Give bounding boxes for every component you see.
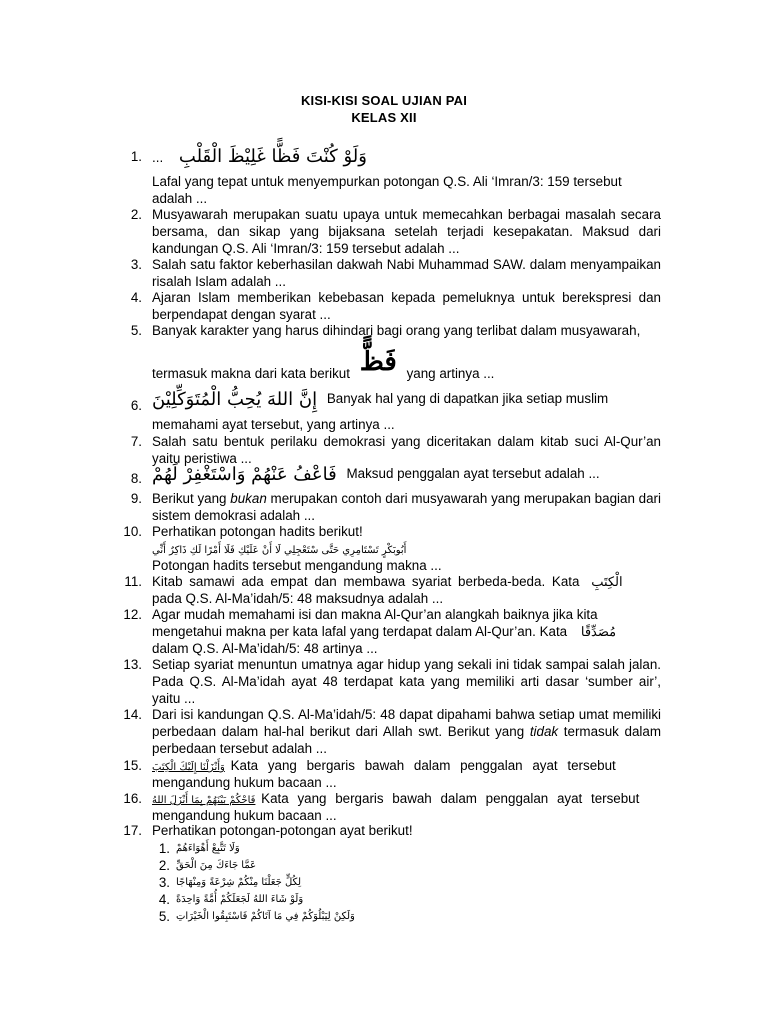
question-text: dalam Q.S. Al-Ma’idah/5: 48 artinya ...: [152, 641, 378, 656]
arabic-verse: وَلَوْ شَاءَ اللهُ لَجَعَلَكُمْ أُمَّةً وَاحِدَةً: [176, 894, 304, 905]
question-text: mengandung hukum bacaan ...: [152, 808, 337, 823]
arabic-verse: لِكُلٍّ جَعَلْنَا مِنْكُمْ شِرْعَةً وَمِنْهَاجًا: [176, 877, 302, 888]
question-text: mengetahui makna per kata lafal yang terdapat dalam Al-Qur’an. Kata: [152, 624, 568, 639]
question-number: 1.: [130, 149, 142, 164]
question-number: 14.: [123, 707, 142, 722]
question-text: yang artinya ...: [406, 366, 495, 381]
document-title: KISI-KISI SOAL UJIAN PAI: [300, 93, 468, 108]
question-text: Perhatikan potongan-potongan ayat berikut!: [152, 823, 413, 838]
item-number: 4.: [158, 892, 170, 907]
question-number: 16.: [123, 791, 142, 806]
question-text: Banyak karakter yang harus dihindari bagi orang yang terlibat dalam musyawarah,: [152, 323, 641, 338]
arabic-verse: إِنَّ اللهَ يُحِبُّ الْمُتَوَكِّلِيْنَ: [152, 389, 318, 410]
document-subtitle: KELAS XII: [351, 110, 417, 125]
text-part: Dari isi kandungan Q.S. Al-Ma’idah/5: 48 dapat dipahami bahwa setiap umat memiliki perbedaan dalam hal-hal berikut dari Allah swt. Berikut yang: [152, 707, 661, 739]
question-number: 3.: [130, 257, 142, 272]
arabic-verse: وَلَوْ كُنْتَ فَظًّا غَلِيْظَ الْقَلْبِ: [178, 146, 367, 167]
text-part: merupakan contoh dari musyawarah yang merupakan bagian dari sistem demokrasi adalah ...: [152, 491, 661, 523]
question-number: 5.: [130, 323, 142, 338]
arabic-verse: وَلَا تَتَّبِعْ أَهْوَاءَهُمْ: [176, 843, 240, 854]
italic-word: bukan: [230, 491, 267, 506]
question-number: 6.: [130, 398, 142, 413]
question-text: Ajaran Islam memberikan kebebasan kepada pemeluknya untuk berekspresi dan berpendapat dengan syarat ...: [152, 290, 661, 322]
question-text: Kata yang bergaris bawah dalam penggalan ayat tersebut: [261, 791, 640, 806]
question-text: pada Q.S. Al-Ma’idah/5: 48 maksudnya adalah ...: [152, 591, 444, 606]
question-text: Kitab samawi ada empat dan membawa syariat berbeda-beda. Kata: [152, 574, 580, 589]
item-number: 3.: [158, 875, 170, 890]
arabic-verse: عَمَّا جَاءَكَ مِنَ الْحَقِّ: [176, 860, 257, 871]
question-text: Salah satu faktor keberhasilan dakwah Nabi Muhammad SAW. dalam menyampaikan risalah Islam adalah ...: [152, 257, 661, 289]
question-number: 9.: [130, 491, 142, 506]
question-text: Banyak hal yang di dapatkan jika setiap muslim: [326, 391, 609, 406]
question-text: Perhatikan potongan hadits berikut!: [152, 524, 363, 539]
question-text: mengandung hukum bacaan ...: [152, 775, 337, 790]
question-text: Kata yang bergaris bawah dalam penggalan ayat tersebut: [230, 758, 616, 773]
item-number: 2.: [158, 858, 170, 873]
question-text: Lafal yang tepat untuk menyempurkan potongan Q.S. Ali ‘Imran/3: 159 tersebut: [152, 174, 622, 189]
ellipsis: ...: [152, 150, 164, 165]
arabic-word: فَظًّ: [359, 347, 397, 377]
question-text: [152, 706, 661, 757]
question-number: 4.: [130, 290, 142, 305]
italic-word: tidak: [529, 724, 559, 739]
item-number: 5.: [158, 909, 170, 924]
question-text: memahami ayat tersebut, yang artinya ...: [152, 417, 395, 432]
question-text: Musyawarah merupakan suatu upaya untuk memecahkan berbagai masalah secara bersama, dan sikap yang bijaksana setelah terjadi kesepakatan. Maksud dari kandungan Q.S. Ali ‘Imran/3: 159 tersebut adalah ...: [152, 207, 661, 256]
arabic-verse: فَاحْكُمْ بَيْنَهُمْ بِمَا أَنْزَلَ اللهُ: [152, 795, 256, 806]
question-text: adalah ...: [152, 191, 208, 206]
text-part: termasuk dalam perbedaan tersebut adalah ...: [152, 724, 662, 756]
arabic-word: مُصَدِّقًا: [580, 625, 617, 640]
question-text: Maksud penggalan ayat tersebut adalah ...: [346, 466, 600, 481]
question-number: 12.: [123, 607, 142, 622]
item-number: 1.: [158, 841, 170, 856]
question-text: [152, 490, 661, 524]
question-number: 8.: [130, 471, 142, 486]
question-number: 2.: [130, 207, 142, 222]
question-text: Potongan hadits tersebut mengandung makna ...: [152, 558, 442, 573]
question-number: 13.: [123, 657, 142, 672]
question-text: Salah satu bentuk perilaku demokrasi yang diceritakan dalam kitab suci Al-Qur’an yaitu peristiwa ...: [152, 434, 661, 466]
question-number: 17.: [123, 823, 142, 838]
question-text: Setiap syariat menuntun umatnya agar hidup yang sekali ini tidak sampai salah jalan. Pada Q.S. Al-Ma’idah ayat 48 terdapat kata yang memiliki arti dasar ‘sumber air’, yaitu ...: [152, 657, 661, 706]
text-part: Berikut yang: [152, 491, 231, 506]
question-text: termasuk makna dari kata berikut: [152, 366, 350, 381]
question-number: 15.: [123, 758, 142, 773]
question-number: 11.: [124, 574, 142, 589]
arabic-verse: فَاعْفُ عَنْهُمْ وَاسْتَغْفِرْ لَهُمْ: [152, 464, 337, 485]
arabic-word: الْكِتَبِ: [591, 575, 623, 590]
arabic-hadith: أَبُوبَكْرٍ تَسْتَامِرِي حَتَّى سْتَعْجِلِي لَا أَنْ عَلَيْكِ فَلَا أَمْرًا لَكِ ذَاكِرٌ أَنِّي: [152, 545, 407, 556]
arabic-verse: وَلَكِنْ لِيَبْلُوَكُمْ فِي مَا آتَاكُمْ فَاسْتَبِقُوا الْخَيْرَاتِ: [176, 911, 355, 922]
question-number: 10.: [123, 524, 142, 539]
question-number: 7.: [130, 434, 142, 449]
arabic-verse: وَأَنْزَلْنَا إِلَيْكَ الْكِتَبَ: [152, 762, 225, 773]
question-text: Agar mudah memahami isi dan makna Al-Qur’an alangkah baiknya jika kita: [152, 607, 598, 622]
